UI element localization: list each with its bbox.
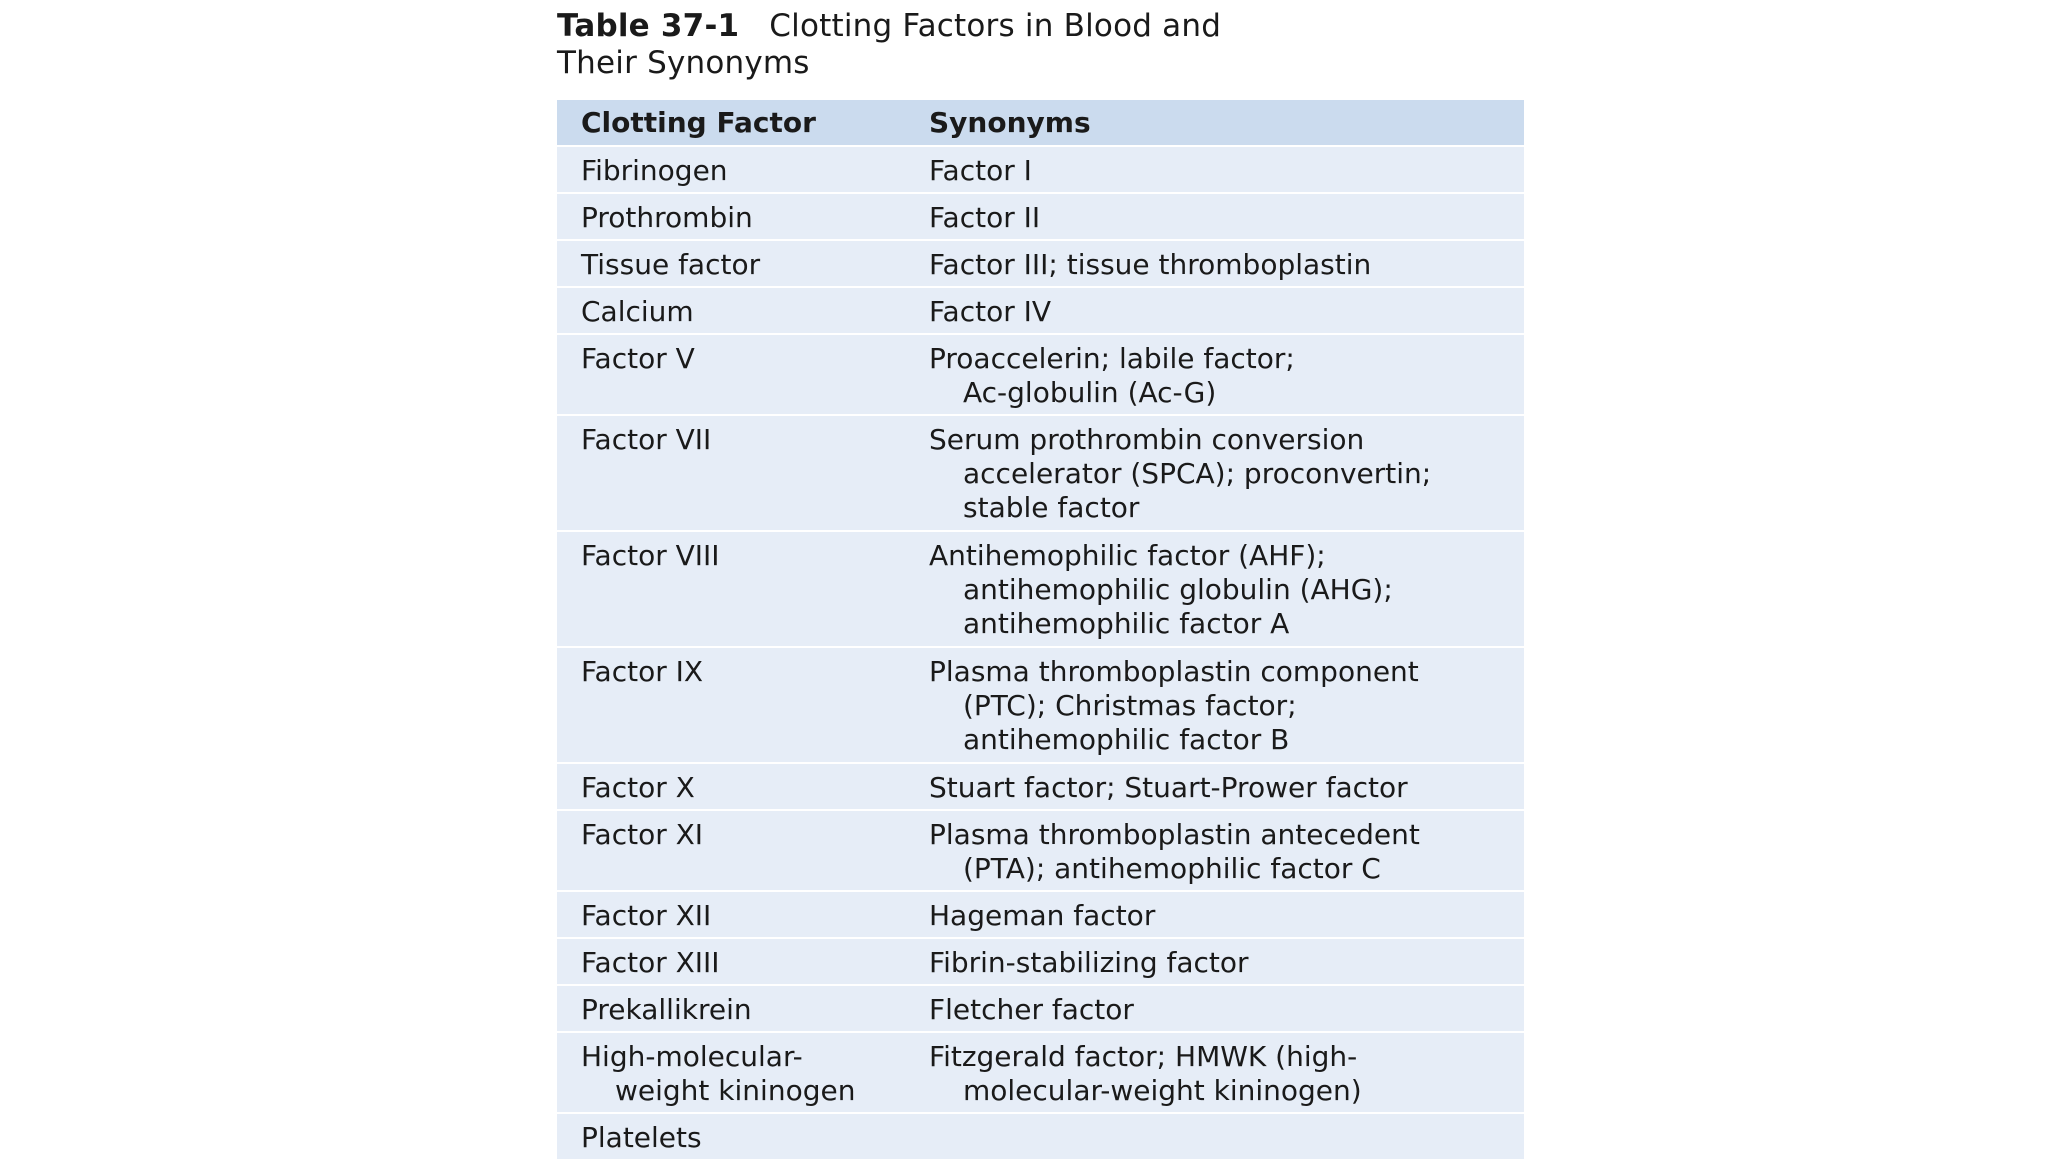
synonym-text: Plasma thromboplastin component bbox=[929, 655, 1419, 688]
table-row bbox=[557, 416, 1524, 532]
cell-clotting-factor bbox=[557, 892, 929, 937]
cell-clotting-factor bbox=[557, 241, 929, 286]
synonym-text: Fibrin-stabilizing factor bbox=[929, 946, 1249, 979]
factor-text: Fibrinogen bbox=[581, 154, 728, 187]
cell-clotting-factor bbox=[557, 764, 929, 809]
table-row bbox=[557, 288, 1524, 335]
cell-synonyms bbox=[929, 532, 1524, 646]
table-row bbox=[557, 892, 1524, 939]
synonym-text: Fitzgerald factor; HMWK (high- bbox=[929, 1040, 1358, 1073]
cell-clotting-factor bbox=[557, 811, 929, 890]
cell-synonyms bbox=[929, 335, 1524, 414]
table-row bbox=[557, 335, 1524, 416]
cell-clotting-factor bbox=[557, 194, 929, 239]
cell-synonyms bbox=[929, 241, 1524, 286]
table-row bbox=[557, 939, 1524, 986]
factor-text: Factor VIII bbox=[581, 539, 720, 572]
synonym-text: Factor IV bbox=[929, 295, 1052, 328]
cell-clotting-factor bbox=[557, 986, 929, 1031]
table-caption bbox=[557, 8, 1557, 82]
table-header-row bbox=[557, 100, 1524, 147]
synonym-text: stable factor bbox=[963, 491, 1140, 524]
cell-synonyms bbox=[929, 1033, 1524, 1112]
cell-synonyms bbox=[929, 892, 1524, 937]
table-row bbox=[557, 986, 1524, 1033]
cell-synonyms bbox=[929, 288, 1524, 333]
cell-synonyms bbox=[929, 939, 1524, 984]
synonym-text: Stuart factor; Stuart-Prower factor bbox=[929, 771, 1408, 804]
factor-text: Factor VII bbox=[581, 423, 712, 456]
table-row bbox=[557, 532, 1524, 648]
factor-text: Tissue factor bbox=[581, 248, 761, 281]
header-synonyms: Synonyms bbox=[929, 106, 1091, 139]
table-row bbox=[557, 194, 1524, 241]
factor-text: Factor XI bbox=[581, 818, 704, 851]
factor-text: High-molecular- bbox=[581, 1040, 803, 1073]
factor-text: Factor X bbox=[581, 771, 695, 804]
table-row bbox=[557, 811, 1524, 892]
cell-clotting-factor bbox=[557, 1114, 929, 1159]
synonym-text: Ac-globulin (Ac-G) bbox=[963, 376, 1217, 409]
table-number: Table 37-1 bbox=[557, 8, 740, 44]
cell-synonyms bbox=[929, 986, 1524, 1031]
synonym-text: accelerator (SPCA); proconvertin; bbox=[963, 457, 1432, 490]
synonym-text: Proaccelerin; labile factor; bbox=[929, 342, 1295, 375]
cell-clotting-factor bbox=[557, 532, 929, 646]
synonym-text: Factor I bbox=[929, 154, 1032, 187]
synonym-text: antihemophilic factor B bbox=[963, 723, 1290, 756]
table-title-part-1: Clotting Factors in Blood and bbox=[769, 8, 1222, 44]
factor-text: Factor IX bbox=[581, 655, 704, 688]
cell-synonyms bbox=[929, 764, 1524, 809]
caption-line-2: Their Synonyms bbox=[557, 45, 810, 81]
cell-clotting-factor bbox=[557, 147, 929, 192]
cell-synonyms bbox=[929, 648, 1524, 762]
factor-text: weight kininogen bbox=[615, 1074, 856, 1107]
cell-clotting-factor bbox=[557, 1033, 929, 1112]
header-clotting-factor: Clotting Factor bbox=[581, 106, 816, 139]
factor-text: Factor XIII bbox=[581, 946, 720, 979]
synonym-text: Fletcher factor bbox=[929, 993, 1134, 1026]
cell-clotting-factor bbox=[557, 939, 929, 984]
synonym-text: (PTA); antihemophilic factor C bbox=[963, 852, 1381, 885]
synonym-text: Serum prothrombin conversion bbox=[929, 423, 1365, 456]
caption-line-1 bbox=[557, 8, 1557, 45]
table-row bbox=[557, 1033, 1524, 1114]
factor-text: Prekallikrein bbox=[581, 993, 752, 1026]
table-row bbox=[557, 648, 1524, 764]
table-row bbox=[557, 1114, 1524, 1161]
factor-text: Platelets bbox=[581, 1121, 702, 1154]
cell-synonyms bbox=[929, 1114, 1524, 1159]
cell-synonyms bbox=[929, 811, 1524, 890]
factor-text: Factor XII bbox=[581, 899, 712, 932]
synonym-text: Factor II bbox=[929, 201, 1041, 234]
synonym-text: antihemophilic factor A bbox=[963, 607, 1290, 640]
table-row bbox=[557, 241, 1524, 288]
table-row bbox=[557, 147, 1524, 194]
synonym-text: Plasma thromboplastin antecedent bbox=[929, 818, 1420, 851]
factor-text: Prothrombin bbox=[581, 201, 753, 234]
table-row bbox=[557, 764, 1524, 811]
synonym-text: antihemophilic globulin (AHG); bbox=[963, 573, 1393, 606]
table-body bbox=[557, 147, 1524, 1161]
clotting-factors-table bbox=[557, 100, 1524, 1161]
factor-text: Calcium bbox=[581, 295, 694, 328]
cell-clotting-factor bbox=[557, 288, 929, 333]
cell-clotting-factor bbox=[557, 335, 929, 414]
synonym-text: Factor III; tissue thromboplastin bbox=[929, 248, 1372, 281]
factor-text: Factor V bbox=[581, 342, 695, 375]
synonym-text: molecular-weight kininogen) bbox=[963, 1074, 1362, 1107]
cell-clotting-factor bbox=[557, 648, 929, 762]
cell-synonyms bbox=[929, 194, 1524, 239]
synonym-text: Antihemophilic factor (AHF); bbox=[929, 539, 1326, 572]
cell-clotting-factor bbox=[557, 416, 929, 530]
cell-synonyms bbox=[929, 416, 1524, 530]
synonym-text: (PTC); Christmas factor; bbox=[963, 689, 1297, 722]
cell-synonyms bbox=[929, 147, 1524, 192]
synonym-text: Hageman factor bbox=[929, 899, 1156, 932]
